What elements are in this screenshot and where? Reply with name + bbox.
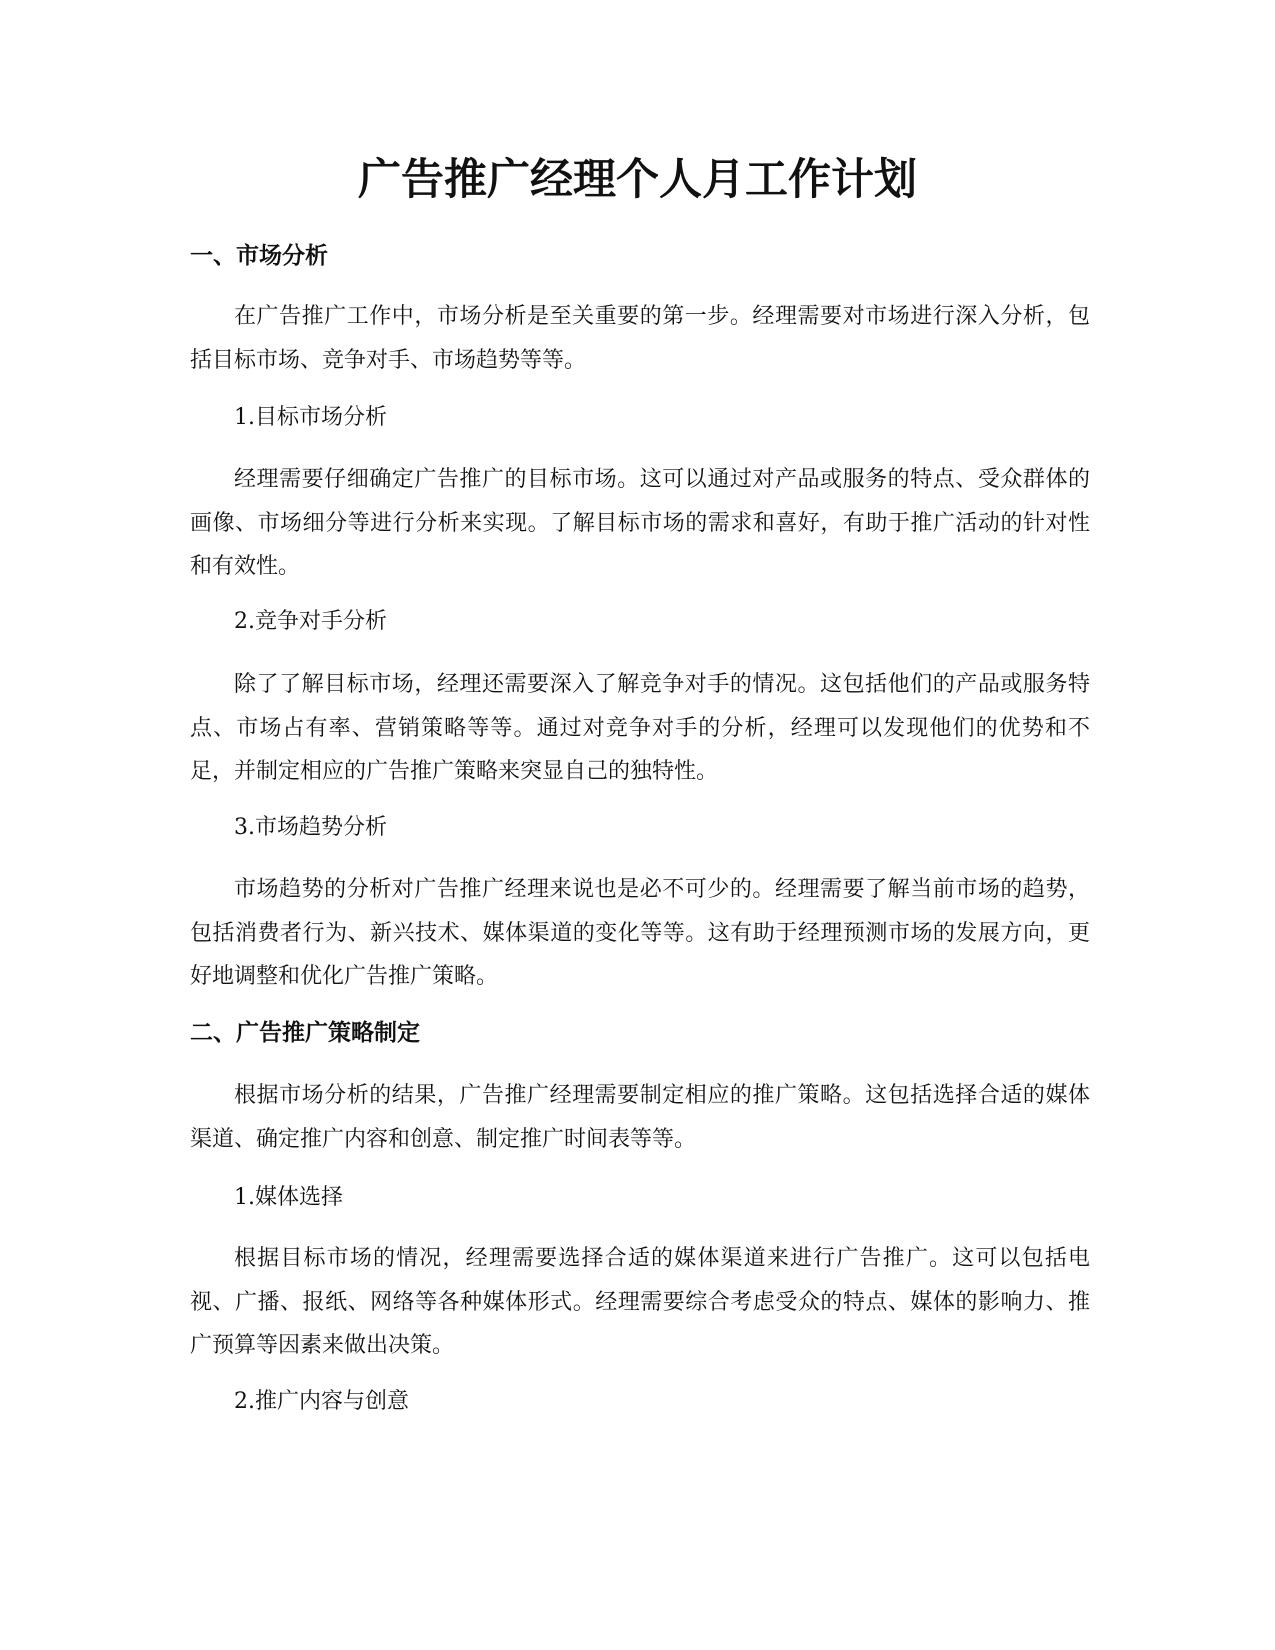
paragraph-strategy-intro: 根据市场分析的结果，广告推广经理需要制定相应的推广策略。这包括选择合适的媒体渠道、确定推广内容和创意、制定推广时间表等等。 [190, 1083, 1090, 1152]
subheading-media-selection: 1.媒体选择 [234, 1185, 343, 1210]
subheading-market-trend: 3.市场趋势分析 [234, 815, 387, 840]
paragraph-competitor-analysis: 除了了解目标市场，经理还需要深入了解竞争对手的情况。这包括他们的产品或服务特点、市场占有率、营销策略等等。通过对竞争对手的分析，经理可以发现他们的优势和不足，并制定相应的广告推广策略来突显自己的独特性。 [190, 672, 1090, 784]
paragraph-market-trend: 市场趋势的分析对广告推广经理来说也是必不可少的。经理需要了解当前市场的趋势，包括消费者行为、新兴技术、媒体渠道的变化等等。这有助于经理预测市场的发展方向，更好地调整和优化广告推广策略。 [190, 877, 1090, 989]
subheading-competitor-analysis: 2.竞争对手分析 [234, 609, 387, 634]
section-heading-market-analysis: 一、市场分析 [190, 243, 328, 269]
paragraph-target-market: 经理需要仔细确定广告推广的目标市场。这可以通过对产品或服务的特点、受众群体的画像、市场细分等进行分析来实现。了解目标市场的需求和喜好，有助于推广活动的针对性和有效性。 [190, 467, 1090, 579]
paragraph-market-analysis-intro: 在广告推广工作中，市场分析是至关重要的第一步。经理需要对市场进行深入分析，包括目标市场、竞争对手、市场趋势等等。 [190, 304, 1090, 373]
subheading-content-creative: 2.推广内容与创意 [234, 1389, 409, 1414]
subheading-target-market: 1.目标市场分析 [234, 405, 387, 430]
paragraph-media-selection: 根据目标市场的情况，经理需要选择合适的媒体渠道来进行广告推广。这可以包括电视、广播、报纸、网络等各种媒体形式。经理需要综合考虑受众的特点、媒体的影响力、推广预算等因素来做出决策。 [190, 1246, 1090, 1358]
section-heading-strategy: 二、广告推广策略制定 [190, 1020, 420, 1046]
document-title: 广告推广经理个人月工作计划 [358, 155, 917, 205]
